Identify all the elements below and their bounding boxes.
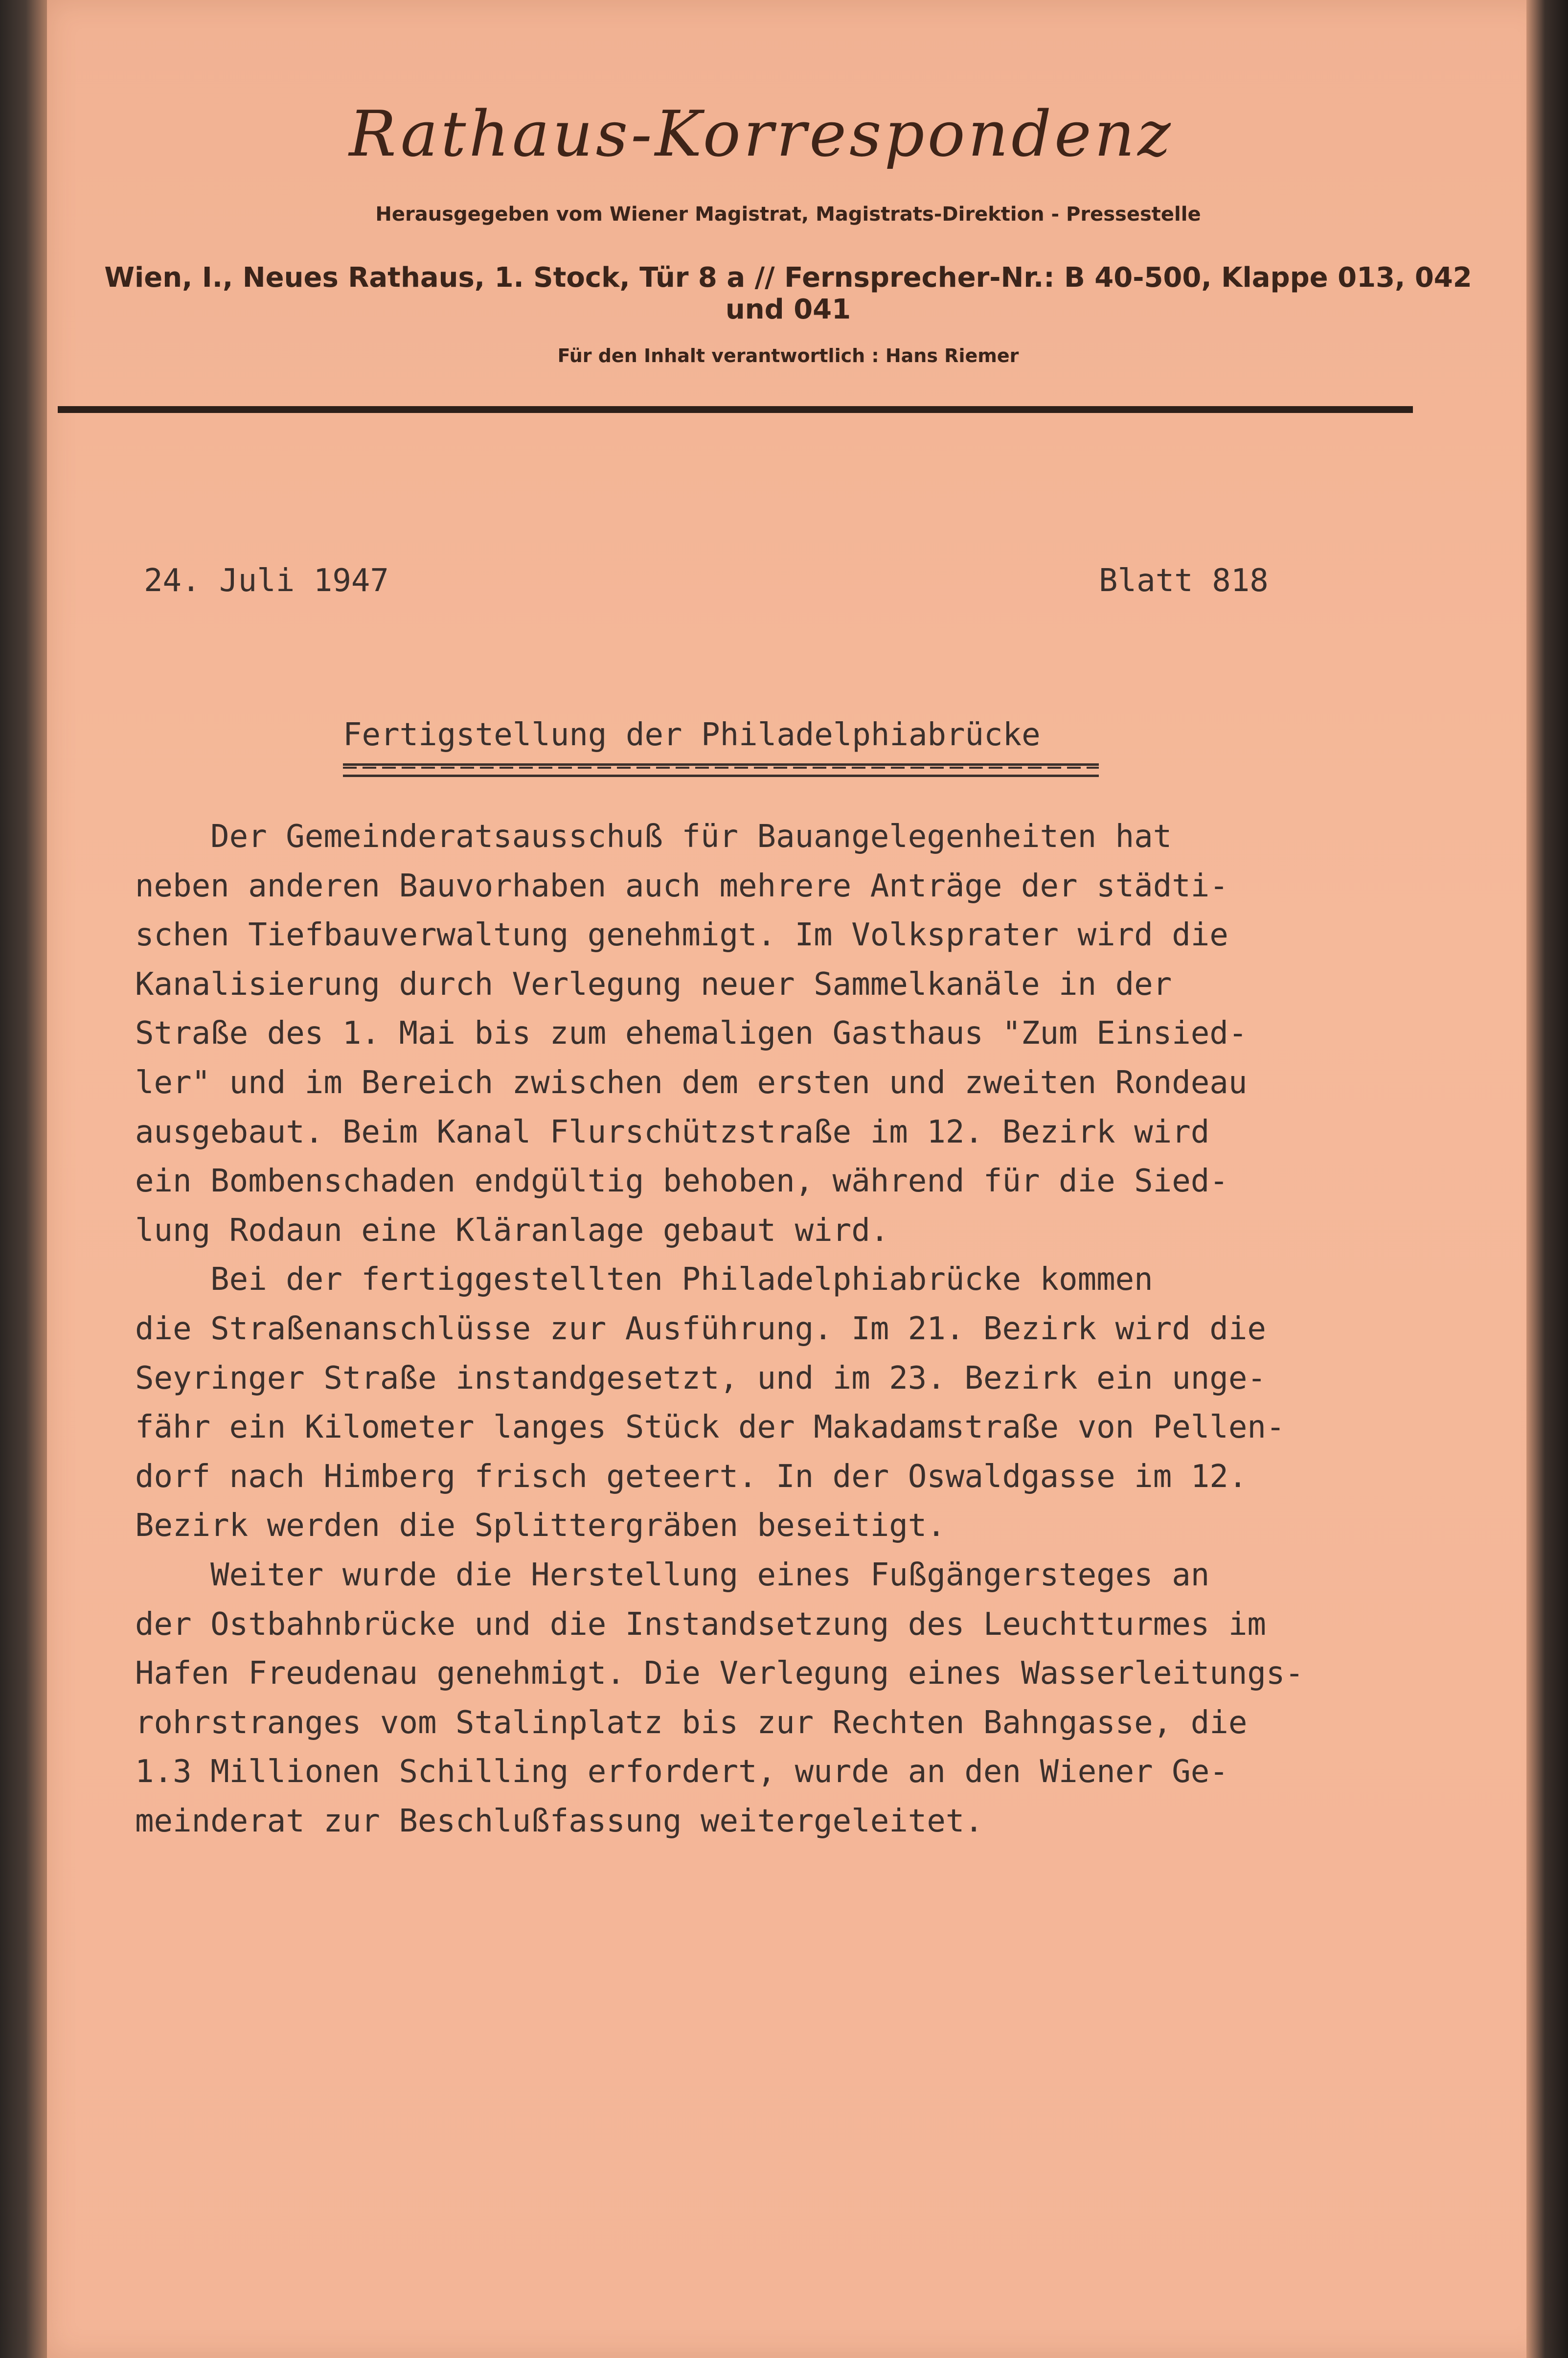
article-line: Bei der fertiggestellten Philadelphiabrücke kommen <box>135 1261 1153 1298</box>
article-line: neben anderen Bauvorhaben auch mehrere Anträge der städti- <box>135 868 1228 904</box>
article-line: Bezirk werden die Splittergräben beseitigt. <box>135 1508 946 1544</box>
article-line: fähr ein Kilometer langes Stück der Makadamstraße von Pellen- <box>135 1409 1285 1446</box>
document-page <box>47 0 1549 2358</box>
masthead-title: Rathaus-Korrespondenz <box>349 98 1174 171</box>
article-line: 1.3 Millionen Schilling erfordert, wurde an den Wiener Ge- <box>135 1754 1228 1790</box>
page-edge <box>1526 0 1568 2358</box>
article-line: Kanalisierung durch Verlegung neuer Sammelkanäle in der <box>135 966 1172 1003</box>
article-line: ler" und im Bereich zwischen dem ersten und zweiten Rondeau <box>135 1064 1248 1101</box>
article-line: rohrstranges vom Stalinplatz bis zur Rechten Bahngasse, die <box>135 1704 1248 1741</box>
sheet-number: Blatt 818 <box>1099 563 1269 599</box>
article-line: dorf nach Himberg frisch geteert. In der Oswaldgasse im 12. <box>135 1458 1248 1495</box>
article-line: ein Bombenschaden endgültig behoben, während für die Sied- <box>135 1163 1228 1200</box>
headline-underline <box>343 763 1099 777</box>
date: 24. Juli 1947 <box>144 563 389 599</box>
article-line: Hafen Freudenau genehmigt. Die Verlegung eines Wasserleitungs- <box>135 1655 1304 1692</box>
masthead-editor: Herausgegeben vom Wiener Magistrat, Magistrats-Direktion - Pressestelle <box>375 203 1201 226</box>
article-line: lung Rodaun eine Kläranlage gebaut wird. <box>135 1212 889 1249</box>
article-line: meinderat zur Beschlußfassung weitergeleitet. <box>135 1803 983 1839</box>
masthead-address: Wien, I., Neues Rathaus, 1. Stock, Tür 8 a // Fernsprecher-Nr.: B 40-500, Klappe 013, 042 und 041 <box>104 262 1472 325</box>
article-line: der Ostbahnbrücke und die Instandsetzung des Leuchtturmes im <box>135 1606 1266 1643</box>
article-line: die Straßenanschlüsse zur Ausführung. Im 21. Bezirk wird die <box>135 1310 1266 1347</box>
article-line: schen Tiefbauverwaltung genehmigt. Im Volksprater wird die <box>135 917 1228 954</box>
article-body <box>135 812 1304 1846</box>
masthead-responsible: Für den Inhalt verantwortlich : Hans Riemer <box>557 345 1019 366</box>
article-line: ausgebaut. Beim Kanal Flurschützstraße im 12. Bezirk wird <box>135 1114 1210 1150</box>
article-headline: Fertigstellung der Philadelphiabrücke <box>343 717 1041 753</box>
article-line: Der Gemeinderatsausschuß für Bauangelegenheiten hat <box>135 819 1172 855</box>
article-line: Straße des 1. Mai bis zum ehemaligen Gasthaus "Zum Einsied- <box>135 1015 1248 1052</box>
article-line: Seyringer Straße instandgesetzt, und im 23. Bezirk ein unge- <box>135 1360 1266 1396</box>
masthead-rule <box>58 406 1413 413</box>
article-line: Weiter wurde die Herstellung eines Fußgängersteges an <box>135 1557 1210 1593</box>
